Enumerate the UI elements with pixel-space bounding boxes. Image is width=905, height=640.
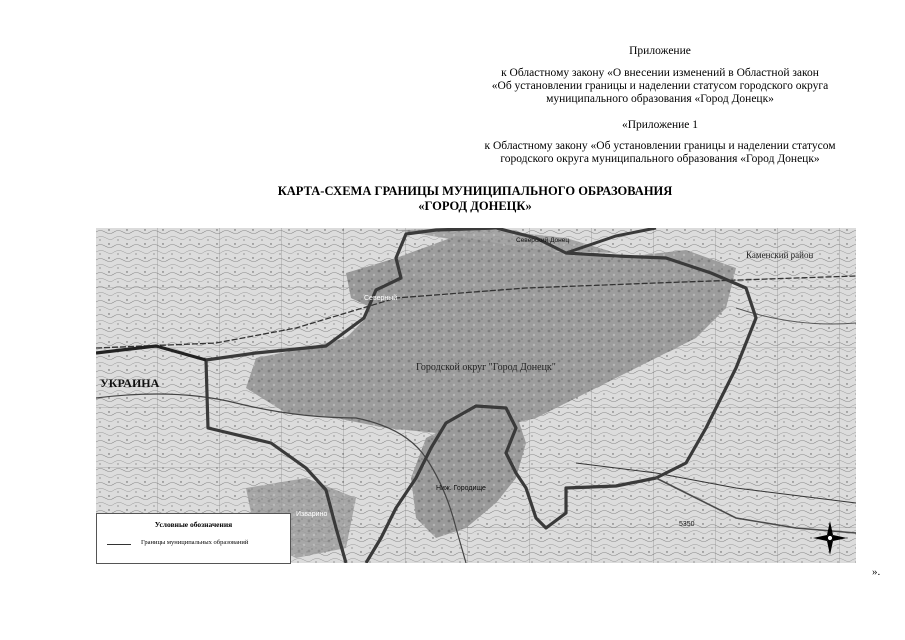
header-line-5: «Приложение 1 xyxy=(621,119,699,131)
legend-title: Условные обозначения xyxy=(154,520,233,529)
label-elevation: 5350 xyxy=(679,521,695,528)
label-izvarino: Изварино xyxy=(296,511,328,518)
header-line-3: «Об установлении границы и наделении статусом городского округа xyxy=(491,80,829,92)
label-ukraine: УКРАИНА xyxy=(100,376,160,390)
compass-rose-icon xyxy=(813,521,847,555)
header-line-2: к Областному закону «О внесении изменений в Областной закон xyxy=(501,67,819,79)
map-legend xyxy=(96,513,291,564)
label-nizh-gorodishche: Ниж. Городище xyxy=(436,485,486,492)
header-line-7: городского округа муниципального образования «Город Донецк» xyxy=(500,153,820,165)
label-city-district: Городской округ "Город Донецк" xyxy=(416,362,556,373)
legend-boundary-label: Границы муниципальных образований xyxy=(141,539,249,546)
header-line-1: Приложение xyxy=(629,45,691,57)
label-north-ridge: Северский Донец xyxy=(516,237,570,244)
map-title-line-2: «ГОРОД ДОНЕЦК» xyxy=(418,199,532,213)
label-kamensky: Каменский район xyxy=(746,250,814,260)
legend-boundary-line xyxy=(107,544,131,545)
map-title-line-1: КАРТА-СХЕМА ГРАНИЦЫ МУНИЦИПАЛЬНОГО ОБРАЗОВАНИЯ xyxy=(277,184,673,198)
header-line-6: к Областному закону «Об установлении границы и наделении статусом xyxy=(484,140,836,152)
header-line-4: муниципального образования «Город Донецк» xyxy=(546,93,774,105)
label-severny: Северный xyxy=(364,295,398,302)
closing-mark: ». xyxy=(872,566,881,578)
